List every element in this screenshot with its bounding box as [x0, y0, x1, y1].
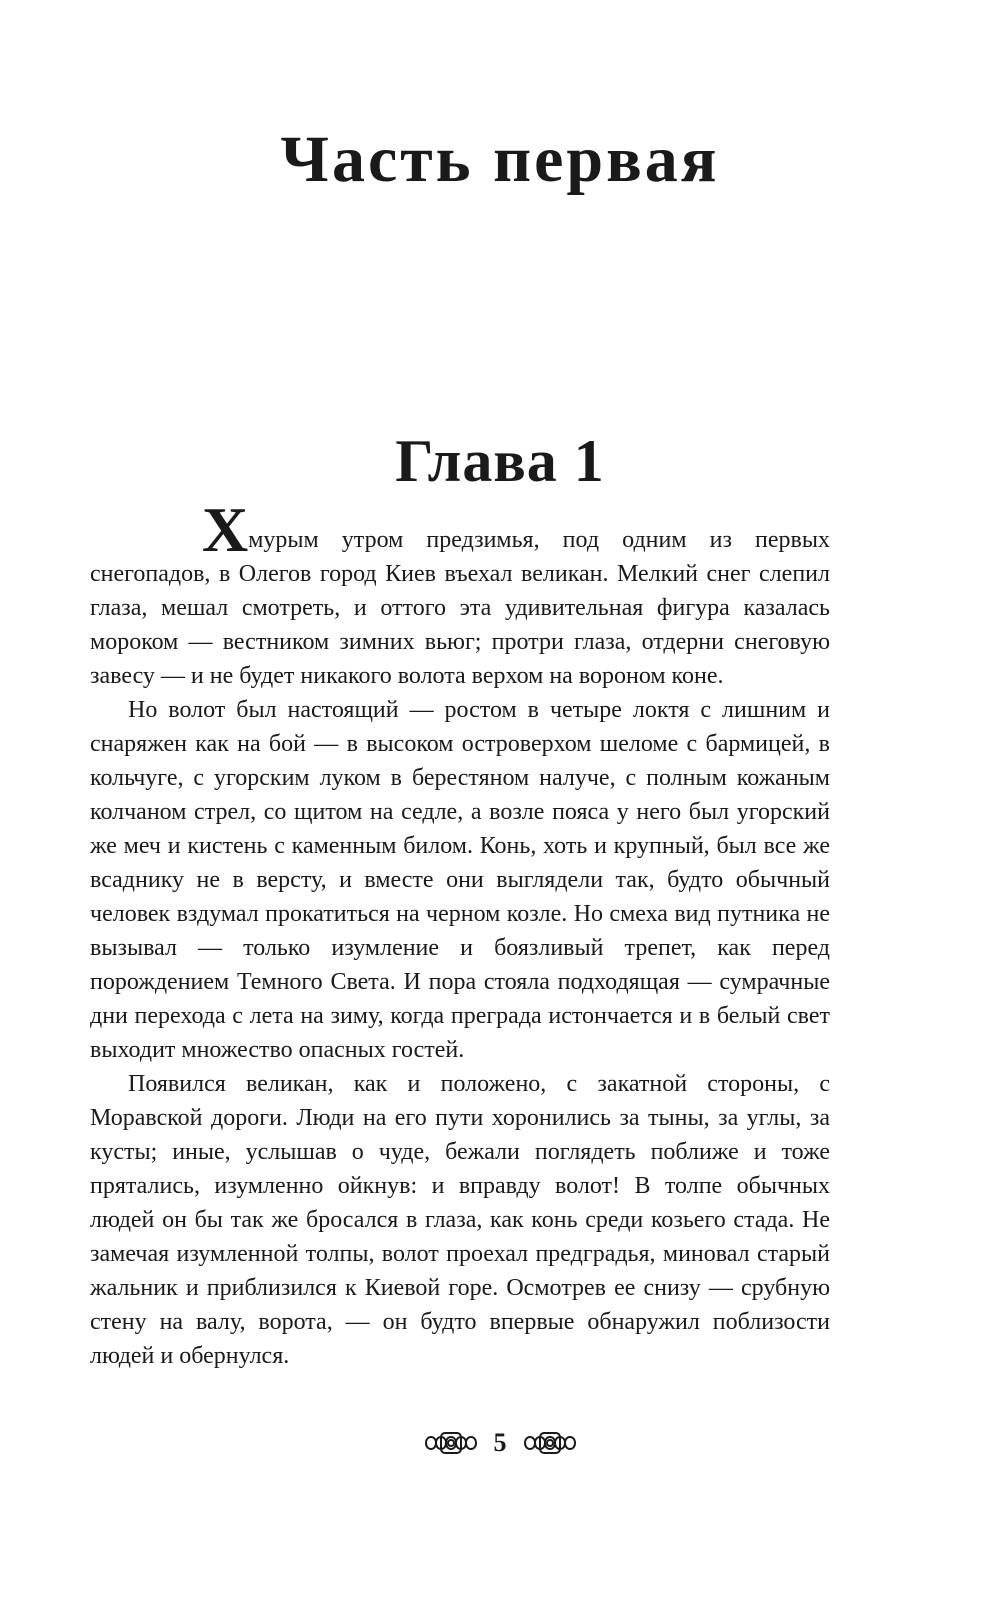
part-title: Часть первая — [280, 123, 720, 196]
body-text — [90, 494, 830, 1373]
page-number: 5 — [493, 1428, 507, 1457]
knot-ornament-icon — [422, 1428, 480, 1458]
chapter-title: Глава 1 — [395, 428, 605, 494]
paragraph-1-text: мурым утром предзимья, под одним из первых снегопадов, в Олегов город Киев въехал великан. Мелкий снег слепил глаза, мешал смотреть, и оттого эта удивительная фигура казалась мороком — вестником зимних вьюг; протри глаза, отдерни снеговую завесу — и не будет никакого волота верхом на вороном коне. — [90, 527, 830, 689]
page-footer — [0, 1428, 1000, 1458]
drop-cap: Х — [202, 494, 249, 565]
knot-ornament-icon — [521, 1428, 579, 1458]
paragraph-1 — [90, 494, 830, 693]
paragraph-2: Но волот был настоящий — ростом в четыре локтя с лишним и снаряжен как на бой — в высоком островерхом шеломе с бармицей, в кольчуге, с угорским луком в берестяном налуче, с полным кожаным колчаном стрел, со щитом на седле, а возле пояса у него был угорский же меч и кистень с каменным билом. Конь, хоть и крупный, был все же всаднику не в версту, и вместе они выглядели так, будто обычный человек вздумал прокатиться на черном козле. Но смеха вид путника не вызывал — только изумление и боязливый трепет, как перед порождением Темного Света. И пора стояла подходящая — сумрачные дни перехода с лета на зиму, когда преграда истончается и в белый свет выходит множество опасных гостей. — [90, 697, 830, 1063]
paragraph-3: Появился великан, как и положено, с закатной стороны, с Моравской дороги. Люди на его пути хоронились за тыны, за углы, за кусты; иные, услышав о чуде, бежали поглядеть поближе и тоже прятались, изумленно ойкнув: и вправду волот! В толпе обычных людей он бы так же бросался в глаза, как конь среди козьего стада. Не замечая изумленной толпы, волот проехал предградья, миновал старый жальник и приблизился к Киевой горе. Осмотрев ее снизу — срубную стену на валу, ворота, — он будто впервые обнаружил поблизости людей и обернулся. — [90, 1071, 830, 1369]
